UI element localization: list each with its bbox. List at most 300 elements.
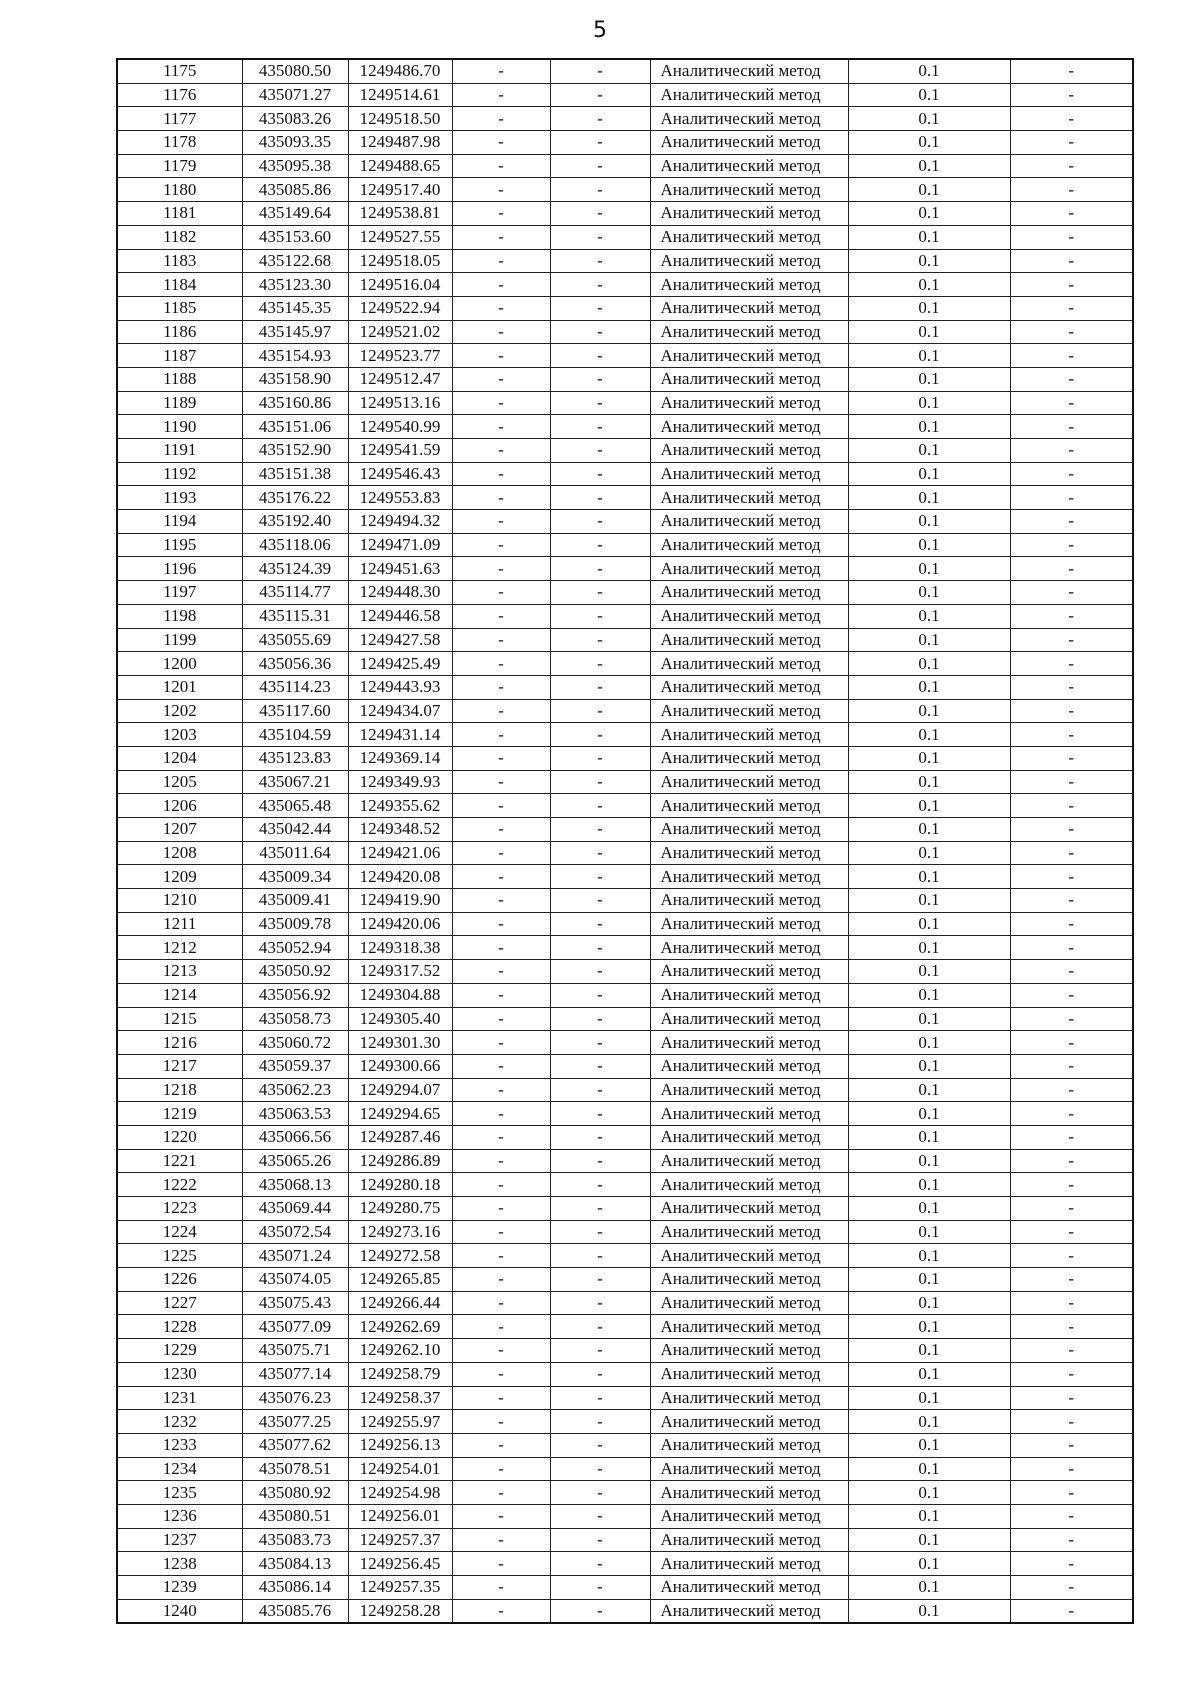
empty-value-cell: - bbox=[550, 1102, 650, 1126]
table-row bbox=[117, 154, 1133, 178]
empty-value-cell: - bbox=[452, 1504, 550, 1528]
method-cell: Аналитический метод bbox=[650, 699, 848, 723]
precision-cell: 0.1 bbox=[848, 1433, 1010, 1457]
x-coordinate-cell: 435062.23 bbox=[242, 1078, 348, 1102]
y-coordinate-cell: 1249540.99 bbox=[348, 415, 452, 439]
precision-cell: 0.1 bbox=[848, 1576, 1010, 1600]
x-coordinate-cell: 435085.86 bbox=[242, 178, 348, 202]
x-coordinate-cell: 435069.44 bbox=[242, 1197, 348, 1221]
empty-value-cell: - bbox=[1010, 1528, 1133, 1552]
method-cell: Аналитический метод bbox=[650, 296, 848, 320]
empty-value-cell: - bbox=[452, 557, 550, 581]
empty-value-cell: - bbox=[550, 415, 650, 439]
empty-value-cell: - bbox=[452, 770, 550, 794]
empty-value-cell: - bbox=[550, 1244, 650, 1268]
precision-cell: 0.1 bbox=[848, 1552, 1010, 1576]
table-body bbox=[117, 59, 1133, 1623]
empty-value-cell: - bbox=[1010, 367, 1133, 391]
x-coordinate-cell: 435056.36 bbox=[242, 652, 348, 676]
table-row bbox=[117, 320, 1133, 344]
point-number-cell: 1204 bbox=[117, 746, 242, 770]
method-cell: Аналитический метод bbox=[650, 344, 848, 368]
point-number-cell: 1212 bbox=[117, 936, 242, 960]
y-coordinate-cell: 1249294.65 bbox=[348, 1102, 452, 1126]
precision-cell: 0.1 bbox=[848, 391, 1010, 415]
x-coordinate-cell: 435009.34 bbox=[242, 865, 348, 889]
x-coordinate-cell: 435083.73 bbox=[242, 1528, 348, 1552]
point-number-cell: 1226 bbox=[117, 1268, 242, 1292]
empty-value-cell: - bbox=[550, 1197, 650, 1221]
empty-value-cell: - bbox=[452, 273, 550, 297]
point-number-cell: 1234 bbox=[117, 1457, 242, 1481]
x-coordinate-cell: 435124.39 bbox=[242, 557, 348, 581]
y-coordinate-cell: 1249273.16 bbox=[348, 1220, 452, 1244]
point-number-cell: 1196 bbox=[117, 557, 242, 581]
precision-cell: 0.1 bbox=[848, 178, 1010, 202]
method-cell: Аналитический метод bbox=[650, 1125, 848, 1149]
point-number-cell: 1240 bbox=[117, 1599, 242, 1623]
table-row bbox=[117, 983, 1133, 1007]
table-row bbox=[117, 225, 1133, 249]
empty-value-cell: - bbox=[452, 1125, 550, 1149]
empty-value-cell: - bbox=[550, 746, 650, 770]
x-coordinate-cell: 435077.14 bbox=[242, 1362, 348, 1386]
empty-value-cell: - bbox=[1010, 107, 1133, 131]
empty-value-cell: - bbox=[550, 912, 650, 936]
precision-cell: 0.1 bbox=[848, 1410, 1010, 1434]
precision-cell: 0.1 bbox=[848, 415, 1010, 439]
precision-cell: 0.1 bbox=[848, 1386, 1010, 1410]
y-coordinate-cell: 1249546.43 bbox=[348, 462, 452, 486]
empty-value-cell: - bbox=[452, 841, 550, 865]
empty-value-cell: - bbox=[550, 533, 650, 557]
point-number-cell: 1195 bbox=[117, 533, 242, 557]
empty-value-cell: - bbox=[452, 936, 550, 960]
y-coordinate-cell: 1249262.10 bbox=[348, 1339, 452, 1363]
empty-value-cell: - bbox=[452, 320, 550, 344]
empty-value-cell: - bbox=[550, 510, 650, 534]
method-cell: Аналитический метод bbox=[650, 415, 848, 439]
point-number-cell: 1230 bbox=[117, 1362, 242, 1386]
empty-value-cell: - bbox=[550, 1457, 650, 1481]
method-cell: Аналитический метод bbox=[650, 225, 848, 249]
coordinates-table bbox=[116, 58, 1134, 1624]
empty-value-cell: - bbox=[452, 391, 550, 415]
method-cell: Аналитический метод bbox=[650, 462, 848, 486]
empty-value-cell: - bbox=[1010, 557, 1133, 581]
precision-cell: 0.1 bbox=[848, 581, 1010, 605]
x-coordinate-cell: 435086.14 bbox=[242, 1576, 348, 1600]
x-coordinate-cell: 435080.92 bbox=[242, 1481, 348, 1505]
method-cell: Аналитический метод bbox=[650, 178, 848, 202]
empty-value-cell: - bbox=[452, 1339, 550, 1363]
empty-value-cell: - bbox=[1010, 912, 1133, 936]
y-coordinate-cell: 1249488.65 bbox=[348, 154, 452, 178]
empty-value-cell: - bbox=[550, 1552, 650, 1576]
empty-value-cell: - bbox=[452, 367, 550, 391]
method-cell: Аналитический метод bbox=[650, 1220, 848, 1244]
table-row bbox=[117, 1504, 1133, 1528]
y-coordinate-cell: 1249471.09 bbox=[348, 533, 452, 557]
empty-value-cell: - bbox=[550, 1054, 650, 1078]
method-cell: Аналитический метод bbox=[650, 1552, 848, 1576]
table-row bbox=[117, 59, 1133, 83]
x-coordinate-cell: 435056.92 bbox=[242, 983, 348, 1007]
empty-value-cell: - bbox=[452, 1173, 550, 1197]
empty-value-cell: - bbox=[1010, 746, 1133, 770]
precision-cell: 0.1 bbox=[848, 1339, 1010, 1363]
x-coordinate-cell: 435060.72 bbox=[242, 1031, 348, 1055]
x-coordinate-cell: 435152.90 bbox=[242, 439, 348, 463]
empty-value-cell: - bbox=[550, 439, 650, 463]
precision-cell: 0.1 bbox=[848, 1244, 1010, 1268]
empty-value-cell: - bbox=[452, 1576, 550, 1600]
method-cell: Аналитический метод bbox=[650, 1173, 848, 1197]
method-cell: Аналитический метод bbox=[650, 533, 848, 557]
precision-cell: 0.1 bbox=[848, 818, 1010, 842]
empty-value-cell: - bbox=[550, 1031, 650, 1055]
x-coordinate-cell: 435059.37 bbox=[242, 1054, 348, 1078]
y-coordinate-cell: 1249256.13 bbox=[348, 1433, 452, 1457]
empty-value-cell: - bbox=[1010, 1220, 1133, 1244]
empty-value-cell: - bbox=[550, 131, 650, 155]
precision-cell: 0.1 bbox=[848, 367, 1010, 391]
method-cell: Аналитический метод bbox=[650, 510, 848, 534]
table-row bbox=[117, 675, 1133, 699]
x-coordinate-cell: 435011.64 bbox=[242, 841, 348, 865]
point-number-cell: 1214 bbox=[117, 983, 242, 1007]
table-row bbox=[117, 1244, 1133, 1268]
empty-value-cell: - bbox=[1010, 1433, 1133, 1457]
table-row bbox=[117, 557, 1133, 581]
y-coordinate-cell: 1249257.37 bbox=[348, 1528, 452, 1552]
empty-value-cell: - bbox=[550, 1291, 650, 1315]
empty-value-cell: - bbox=[452, 249, 550, 273]
x-coordinate-cell: 435192.40 bbox=[242, 510, 348, 534]
table-row bbox=[117, 415, 1133, 439]
x-coordinate-cell: 435055.69 bbox=[242, 628, 348, 652]
point-number-cell: 1206 bbox=[117, 794, 242, 818]
empty-value-cell: - bbox=[452, 912, 550, 936]
y-coordinate-cell: 1249254.01 bbox=[348, 1457, 452, 1481]
point-number-cell: 1190 bbox=[117, 415, 242, 439]
empty-value-cell: - bbox=[1010, 1576, 1133, 1600]
empty-value-cell: - bbox=[1010, 202, 1133, 226]
method-cell: Аналитический метод bbox=[650, 936, 848, 960]
point-number-cell: 1207 bbox=[117, 818, 242, 842]
empty-value-cell: - bbox=[452, 1481, 550, 1505]
y-coordinate-cell: 1249254.98 bbox=[348, 1481, 452, 1505]
y-coordinate-cell: 1249425.49 bbox=[348, 652, 452, 676]
point-number-cell: 1236 bbox=[117, 1504, 242, 1528]
method-cell: Аналитический метод bbox=[650, 391, 848, 415]
table-row bbox=[117, 1339, 1133, 1363]
empty-value-cell: - bbox=[452, 1220, 550, 1244]
y-coordinate-cell: 1249516.04 bbox=[348, 273, 452, 297]
precision-cell: 0.1 bbox=[848, 557, 1010, 581]
point-number-cell: 1221 bbox=[117, 1149, 242, 1173]
point-number-cell: 1177 bbox=[117, 107, 242, 131]
precision-cell: 0.1 bbox=[848, 1125, 1010, 1149]
empty-value-cell: - bbox=[1010, 1078, 1133, 1102]
empty-value-cell: - bbox=[452, 1102, 550, 1126]
precision-cell: 0.1 bbox=[848, 1504, 1010, 1528]
precision-cell: 0.1 bbox=[848, 1078, 1010, 1102]
table-row bbox=[117, 1220, 1133, 1244]
method-cell: Аналитический метод bbox=[650, 1102, 848, 1126]
precision-cell: 0.1 bbox=[848, 83, 1010, 107]
empty-value-cell: - bbox=[550, 296, 650, 320]
table-row bbox=[117, 1552, 1133, 1576]
precision-cell: 0.1 bbox=[848, 1054, 1010, 1078]
x-coordinate-cell: 435093.35 bbox=[242, 131, 348, 155]
method-cell: Аналитический метод bbox=[650, 604, 848, 628]
empty-value-cell: - bbox=[1010, 628, 1133, 652]
method-cell: Аналитический метод bbox=[650, 1197, 848, 1221]
empty-value-cell: - bbox=[1010, 1552, 1133, 1576]
empty-value-cell: - bbox=[1010, 1149, 1133, 1173]
x-coordinate-cell: 435158.90 bbox=[242, 367, 348, 391]
precision-cell: 0.1 bbox=[848, 770, 1010, 794]
precision-cell: 0.1 bbox=[848, 1007, 1010, 1031]
table-row bbox=[117, 367, 1133, 391]
empty-value-cell: - bbox=[1010, 581, 1133, 605]
empty-value-cell: - bbox=[452, 131, 550, 155]
y-coordinate-cell: 1249355.62 bbox=[348, 794, 452, 818]
y-coordinate-cell: 1249287.46 bbox=[348, 1125, 452, 1149]
method-cell: Аналитический метод bbox=[650, 1504, 848, 1528]
method-cell: Аналитический метод bbox=[650, 628, 848, 652]
table-row bbox=[117, 699, 1133, 723]
empty-value-cell: - bbox=[550, 1149, 650, 1173]
method-cell: Аналитический метод bbox=[650, 841, 848, 865]
empty-value-cell: - bbox=[452, 462, 550, 486]
empty-value-cell: - bbox=[452, 83, 550, 107]
table-row bbox=[117, 1362, 1133, 1386]
precision-cell: 0.1 bbox=[848, 1315, 1010, 1339]
x-coordinate-cell: 435077.25 bbox=[242, 1410, 348, 1434]
precision-cell: 0.1 bbox=[848, 936, 1010, 960]
method-cell: Аналитический метод bbox=[650, 59, 848, 83]
x-coordinate-cell: 435117.60 bbox=[242, 699, 348, 723]
x-coordinate-cell: 435145.35 bbox=[242, 296, 348, 320]
table-row bbox=[117, 936, 1133, 960]
point-number-cell: 1232 bbox=[117, 1410, 242, 1434]
empty-value-cell: - bbox=[1010, 723, 1133, 747]
empty-value-cell: - bbox=[452, 296, 550, 320]
precision-cell: 0.1 bbox=[848, 1481, 1010, 1505]
point-number-cell: 1192 bbox=[117, 462, 242, 486]
x-coordinate-cell: 435009.78 bbox=[242, 912, 348, 936]
empty-value-cell: - bbox=[550, 770, 650, 794]
point-number-cell: 1231 bbox=[117, 1386, 242, 1410]
table-row bbox=[117, 296, 1133, 320]
empty-value-cell: - bbox=[550, 1481, 650, 1505]
point-number-cell: 1219 bbox=[117, 1102, 242, 1126]
precision-cell: 0.1 bbox=[848, 462, 1010, 486]
y-coordinate-cell: 1249420.06 bbox=[348, 912, 452, 936]
point-number-cell: 1183 bbox=[117, 249, 242, 273]
table-row bbox=[117, 723, 1133, 747]
method-cell: Аналитический метод bbox=[650, 1031, 848, 1055]
method-cell: Аналитический метод bbox=[650, 652, 848, 676]
x-coordinate-cell: 435076.23 bbox=[242, 1386, 348, 1410]
empty-value-cell: - bbox=[1010, 675, 1133, 699]
empty-value-cell: - bbox=[550, 818, 650, 842]
method-cell: Аналитический метод bbox=[650, 983, 848, 1007]
y-coordinate-cell: 1249317.52 bbox=[348, 960, 452, 984]
table-row bbox=[117, 1528, 1133, 1552]
y-coordinate-cell: 1249286.89 bbox=[348, 1149, 452, 1173]
point-number-cell: 1194 bbox=[117, 510, 242, 534]
empty-value-cell: - bbox=[1010, 818, 1133, 842]
method-cell: Аналитический метод bbox=[650, 131, 848, 155]
method-cell: Аналитический метод bbox=[650, 1007, 848, 1031]
x-coordinate-cell: 435068.13 bbox=[242, 1173, 348, 1197]
precision-cell: 0.1 bbox=[848, 131, 1010, 155]
point-number-cell: 1237 bbox=[117, 1528, 242, 1552]
y-coordinate-cell: 1249262.69 bbox=[348, 1315, 452, 1339]
method-cell: Аналитический метод bbox=[650, 107, 848, 131]
empty-value-cell: - bbox=[452, 652, 550, 676]
empty-value-cell: - bbox=[550, 1362, 650, 1386]
precision-cell: 0.1 bbox=[848, 202, 1010, 226]
empty-value-cell: - bbox=[1010, 1102, 1133, 1126]
y-coordinate-cell: 1249280.18 bbox=[348, 1173, 452, 1197]
x-coordinate-cell: 435149.64 bbox=[242, 202, 348, 226]
empty-value-cell: - bbox=[550, 1268, 650, 1292]
y-coordinate-cell: 1249494.32 bbox=[348, 510, 452, 534]
empty-value-cell: - bbox=[1010, 1599, 1133, 1623]
point-number-cell: 1179 bbox=[117, 154, 242, 178]
precision-cell: 0.1 bbox=[848, 1599, 1010, 1623]
empty-value-cell: - bbox=[1010, 1054, 1133, 1078]
empty-value-cell: - bbox=[550, 202, 650, 226]
empty-value-cell: - bbox=[1010, 83, 1133, 107]
point-number-cell: 1189 bbox=[117, 391, 242, 415]
empty-value-cell: - bbox=[1010, 1339, 1133, 1363]
precision-cell: 0.1 bbox=[848, 841, 1010, 865]
y-coordinate-cell: 1249258.28 bbox=[348, 1599, 452, 1623]
precision-cell: 0.1 bbox=[848, 439, 1010, 463]
x-coordinate-cell: 435074.05 bbox=[242, 1268, 348, 1292]
point-number-cell: 1186 bbox=[117, 320, 242, 344]
point-number-cell: 1201 bbox=[117, 675, 242, 699]
x-coordinate-cell: 435084.13 bbox=[242, 1552, 348, 1576]
table-row bbox=[117, 107, 1133, 131]
precision-cell: 0.1 bbox=[848, 486, 1010, 510]
empty-value-cell: - bbox=[452, 1315, 550, 1339]
empty-value-cell: - bbox=[550, 1007, 650, 1031]
empty-value-cell: - bbox=[1010, 154, 1133, 178]
method-cell: Аналитический метод bbox=[650, 912, 848, 936]
method-cell: Аналитический метод bbox=[650, 439, 848, 463]
point-number-cell: 1239 bbox=[117, 1576, 242, 1600]
point-number-cell: 1182 bbox=[117, 225, 242, 249]
table-row bbox=[117, 1149, 1133, 1173]
table-row bbox=[117, 510, 1133, 534]
table-row bbox=[117, 865, 1133, 889]
y-coordinate-cell: 1249522.94 bbox=[348, 296, 452, 320]
empty-value-cell: - bbox=[550, 249, 650, 273]
y-coordinate-cell: 1249431.14 bbox=[348, 723, 452, 747]
empty-value-cell: - bbox=[1010, 1315, 1133, 1339]
point-number-cell: 1215 bbox=[117, 1007, 242, 1031]
point-number-cell: 1235 bbox=[117, 1481, 242, 1505]
method-cell: Аналитический метод bbox=[650, 723, 848, 747]
method-cell: Аналитический метод bbox=[650, 1481, 848, 1505]
y-coordinate-cell: 1249451.63 bbox=[348, 557, 452, 581]
y-coordinate-cell: 1249487.98 bbox=[348, 131, 452, 155]
point-number-cell: 1199 bbox=[117, 628, 242, 652]
empty-value-cell: - bbox=[1010, 794, 1133, 818]
x-coordinate-cell: 435123.83 bbox=[242, 746, 348, 770]
table-row bbox=[117, 794, 1133, 818]
x-coordinate-cell: 435067.21 bbox=[242, 770, 348, 794]
point-number-cell: 1233 bbox=[117, 1433, 242, 1457]
table-row bbox=[117, 1457, 1133, 1481]
table-row bbox=[117, 1125, 1133, 1149]
point-number-cell: 1205 bbox=[117, 770, 242, 794]
point-number-cell: 1223 bbox=[117, 1197, 242, 1221]
table-row bbox=[117, 604, 1133, 628]
empty-value-cell: - bbox=[452, 818, 550, 842]
method-cell: Аналитический метод bbox=[650, 1315, 848, 1339]
page-number: 5 bbox=[593, 18, 607, 43]
empty-value-cell: - bbox=[550, 367, 650, 391]
empty-value-cell: - bbox=[452, 1528, 550, 1552]
x-coordinate-cell: 435151.06 bbox=[242, 415, 348, 439]
empty-value-cell: - bbox=[452, 1078, 550, 1102]
table-row bbox=[117, 581, 1133, 605]
x-coordinate-cell: 435071.27 bbox=[242, 83, 348, 107]
point-number-cell: 1224 bbox=[117, 1220, 242, 1244]
point-number-cell: 1217 bbox=[117, 1054, 242, 1078]
empty-value-cell: - bbox=[452, 415, 550, 439]
table-row bbox=[117, 628, 1133, 652]
method-cell: Аналитический метод bbox=[650, 1244, 848, 1268]
empty-value-cell: - bbox=[1010, 889, 1133, 913]
point-number-cell: 1225 bbox=[117, 1244, 242, 1268]
method-cell: Аналитический метод bbox=[650, 1078, 848, 1102]
method-cell: Аналитический метод bbox=[650, 889, 848, 913]
empty-value-cell: - bbox=[550, 604, 650, 628]
precision-cell: 0.1 bbox=[848, 1031, 1010, 1055]
empty-value-cell: - bbox=[1010, 439, 1133, 463]
precision-cell: 0.1 bbox=[848, 960, 1010, 984]
empty-value-cell: - bbox=[550, 1528, 650, 1552]
point-number-cell: 1218 bbox=[117, 1078, 242, 1102]
point-number-cell: 1228 bbox=[117, 1315, 242, 1339]
empty-value-cell: - bbox=[452, 1457, 550, 1481]
empty-value-cell: - bbox=[452, 1031, 550, 1055]
precision-cell: 0.1 bbox=[848, 983, 1010, 1007]
y-coordinate-cell: 1249272.58 bbox=[348, 1244, 452, 1268]
empty-value-cell: - bbox=[452, 1386, 550, 1410]
precision-cell: 0.1 bbox=[848, 652, 1010, 676]
table-row bbox=[117, 1315, 1133, 1339]
point-number-cell: 1208 bbox=[117, 841, 242, 865]
x-coordinate-cell: 435050.92 bbox=[242, 960, 348, 984]
empty-value-cell: - bbox=[1010, 1457, 1133, 1481]
empty-value-cell: - bbox=[452, 1149, 550, 1173]
point-number-cell: 1175 bbox=[117, 59, 242, 83]
empty-value-cell: - bbox=[1010, 1481, 1133, 1505]
method-cell: Аналитический метод bbox=[650, 770, 848, 794]
precision-cell: 0.1 bbox=[848, 912, 1010, 936]
table-row bbox=[117, 439, 1133, 463]
method-cell: Аналитический метод bbox=[650, 1268, 848, 1292]
